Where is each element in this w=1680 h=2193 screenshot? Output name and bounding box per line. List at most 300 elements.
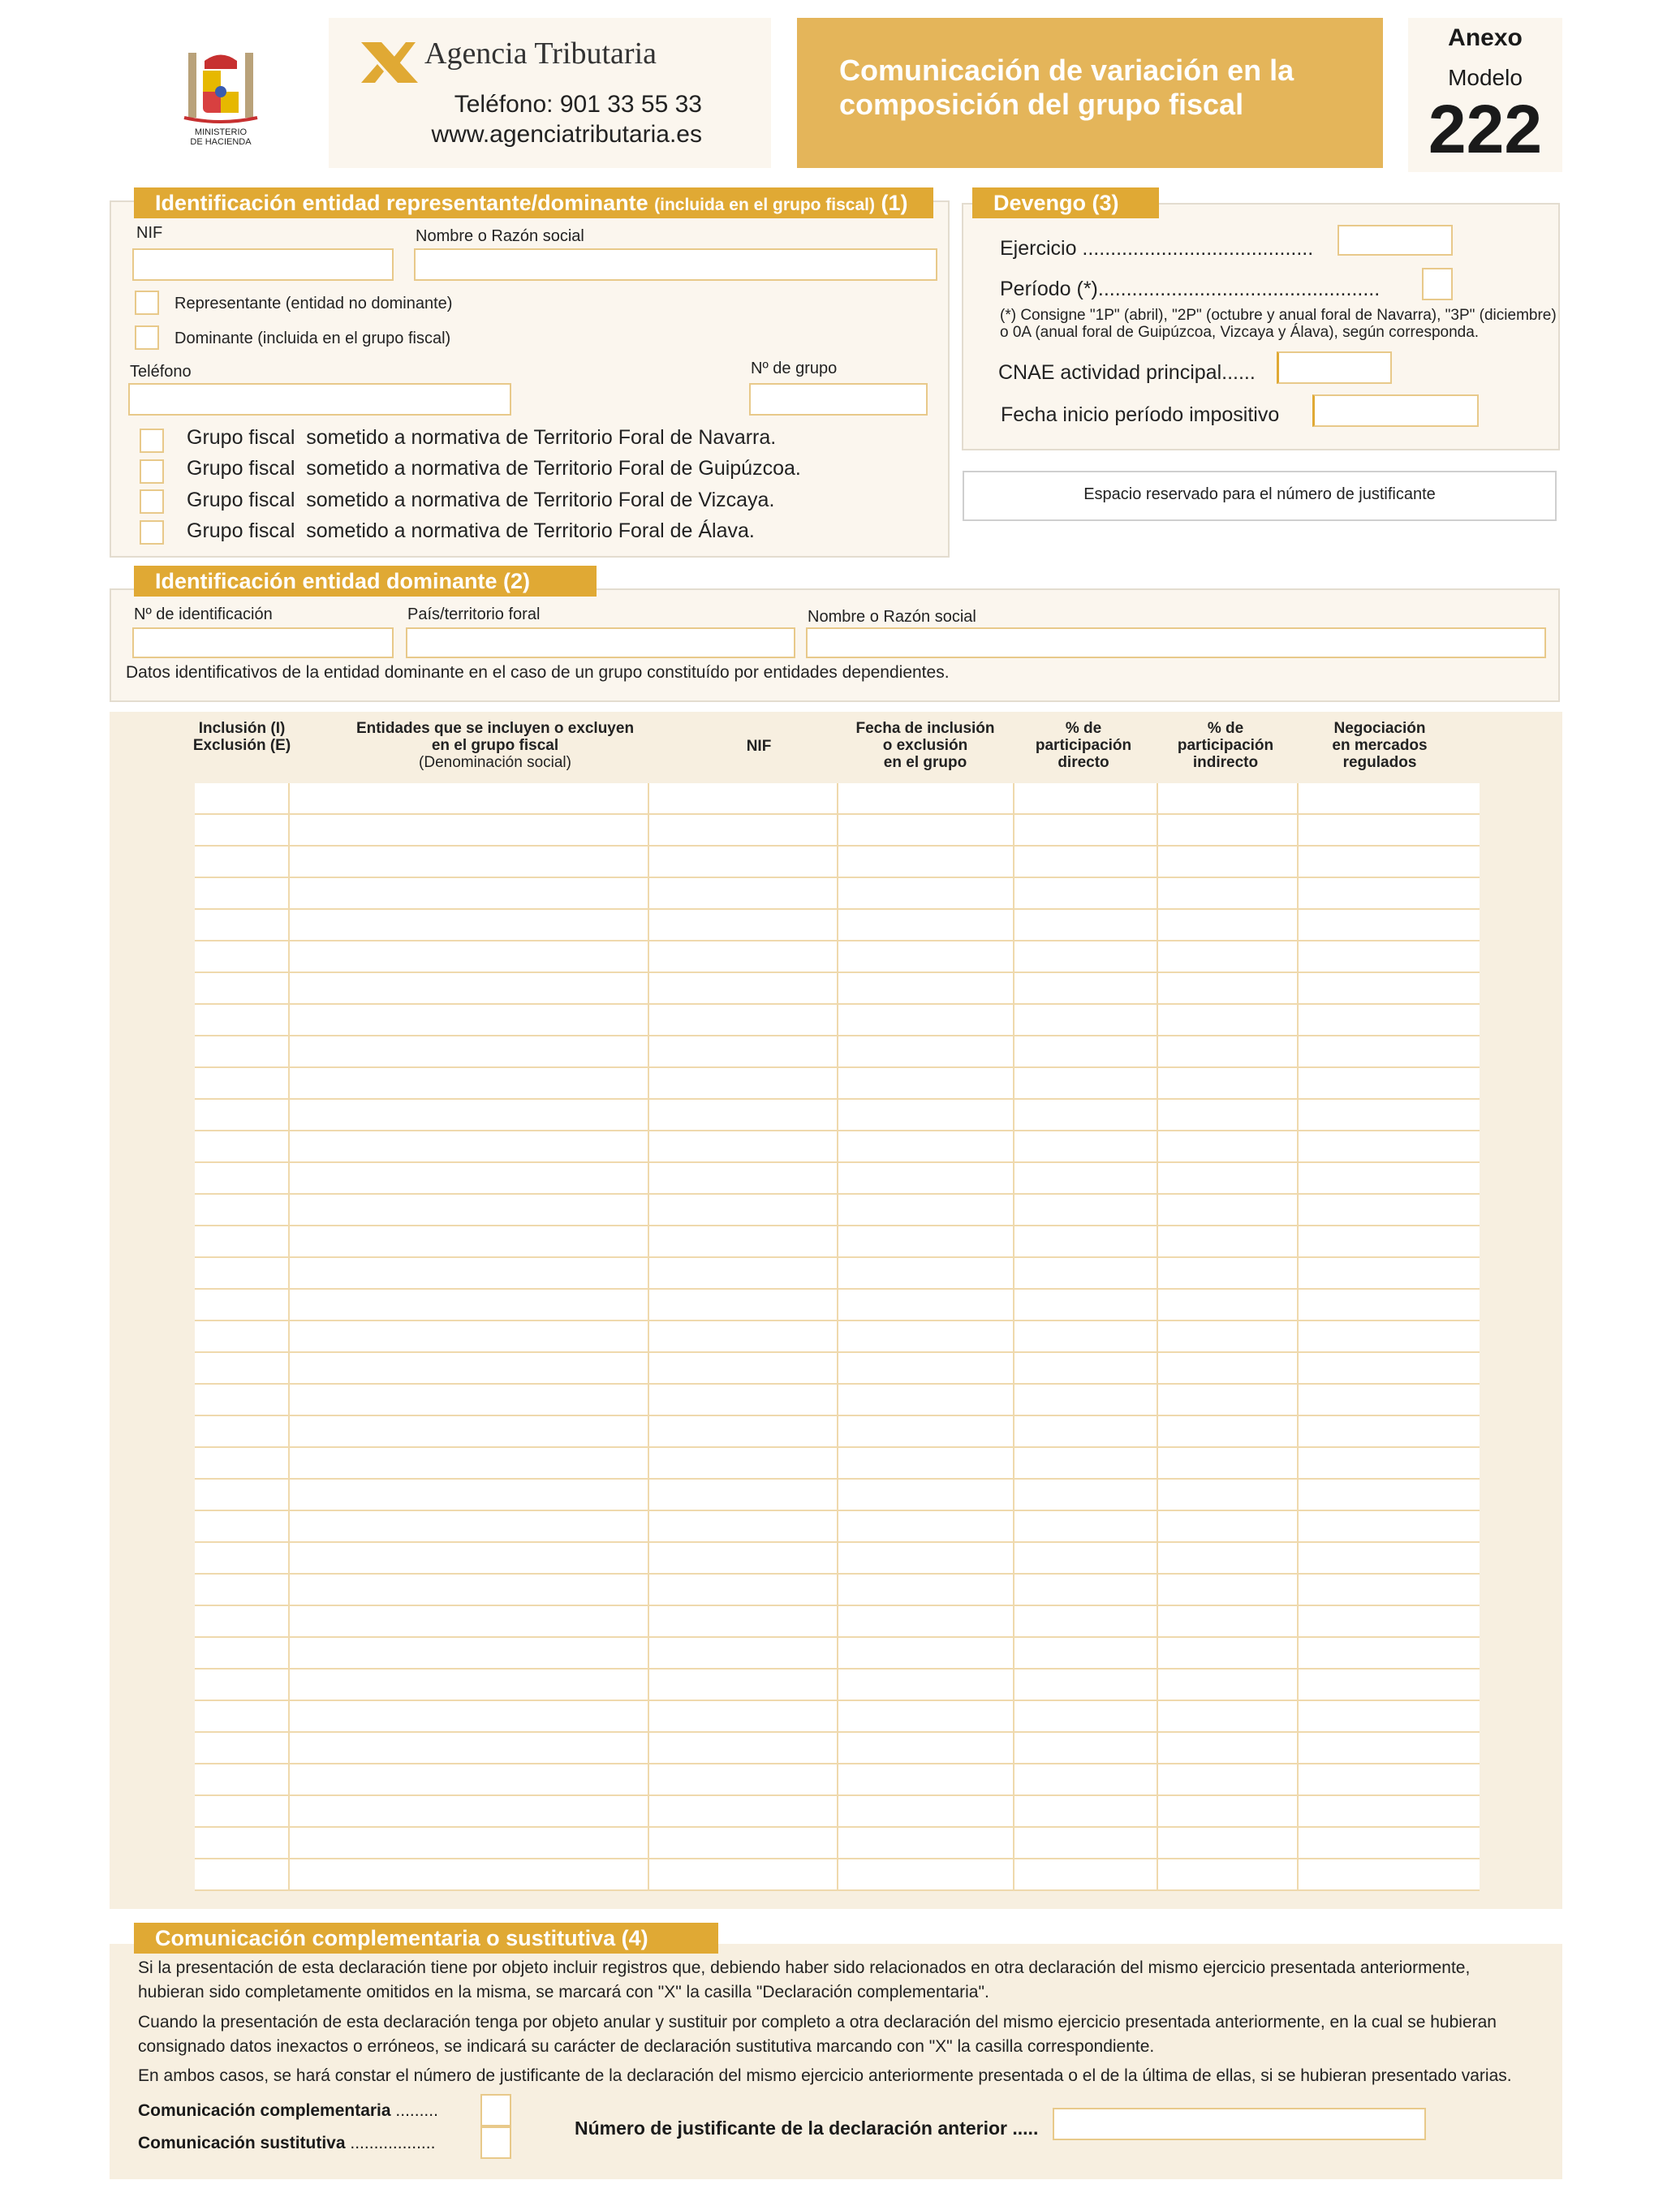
cell-entidad[interactable] (288, 1701, 648, 1733)
cell-entidad[interactable] (288, 973, 648, 1005)
agency-phone: Teléfono: 901 33 55 33 (454, 91, 702, 118)
cell-entidad[interactable] (288, 1670, 648, 1701)
cell-fecha[interactable] (837, 847, 1013, 878)
cell-inclusion[interactable] (195, 1448, 288, 1480)
cell-negociacion[interactable] (1297, 1638, 1480, 1670)
cell-entidad[interactable] (288, 1353, 648, 1385)
cell-inclusion[interactable] (195, 1131, 288, 1163)
cell-indirecto[interactable] (1157, 1796, 1297, 1828)
cell-inclusion[interactable] (195, 1796, 288, 1828)
cell-fecha[interactable] (837, 1733, 1013, 1764)
cell-directo[interactable] (1013, 1606, 1157, 1638)
cell-inclusion[interactable] (195, 1068, 288, 1100)
cell-fecha[interactable] (837, 1796, 1013, 1828)
cell-entidad[interactable] (288, 1163, 648, 1195)
cell-negociacion[interactable] (1297, 1226, 1480, 1258)
cell-entidad[interactable] (288, 1036, 648, 1068)
cell-negociacion[interactable] (1297, 815, 1480, 847)
territorio-alava-checkbox[interactable] (140, 520, 164, 545)
cell-negociacion[interactable] (1297, 1670, 1480, 1701)
cell-indirecto[interactable] (1157, 1670, 1297, 1701)
cell-indirecto[interactable] (1157, 1828, 1297, 1859)
cell-directo[interactable] (1013, 1195, 1157, 1226)
cell-negociacion[interactable] (1297, 1005, 1480, 1036)
cell-nif[interactable] (648, 1764, 837, 1796)
cell-inclusion[interactable] (195, 1353, 288, 1385)
cell-negociacion[interactable] (1297, 1480, 1480, 1511)
cell-inclusion[interactable] (195, 1005, 288, 1036)
cell-entidad[interactable] (288, 910, 648, 941)
cell-fecha[interactable] (837, 1005, 1013, 1036)
cell-inclusion[interactable] (195, 1036, 288, 1068)
cell-indirecto[interactable] (1157, 1733, 1297, 1764)
cell-inclusion[interactable] (195, 1733, 288, 1764)
cell-inclusion[interactable] (195, 1828, 288, 1859)
cell-fecha[interactable] (837, 1511, 1013, 1543)
cell-entidad[interactable] (288, 1195, 648, 1226)
cell-inclusion[interactable] (195, 1575, 288, 1606)
cell-negociacion[interactable] (1297, 1828, 1480, 1859)
cell-fecha[interactable] (837, 1226, 1013, 1258)
territorio-vizcaya-label: Grupo fiscal sometido a normativa de Territorio Foral de Vizcaya. (187, 489, 775, 511)
cell-entidad[interactable] (288, 941, 648, 973)
cell-entidad[interactable] (288, 815, 648, 847)
cell-nif[interactable] (648, 1511, 837, 1543)
cell-nif[interactable] (648, 847, 837, 878)
cell-nif[interactable] (648, 1163, 837, 1195)
cell-negociacion[interactable] (1297, 847, 1480, 878)
cell-nif[interactable] (648, 1606, 837, 1638)
cell-inclusion[interactable] (195, 1385, 288, 1416)
cell-directo[interactable] (1013, 1670, 1157, 1701)
cell-negociacion[interactable] (1297, 973, 1480, 1005)
cell-negociacion[interactable] (1297, 1448, 1480, 1480)
cell-inclusion[interactable] (195, 973, 288, 1005)
cell-directo[interactable] (1013, 1701, 1157, 1733)
cell-entidad[interactable] (288, 1416, 648, 1448)
cell-inclusion[interactable] (195, 1100, 288, 1131)
cell-indirecto[interactable] (1157, 1511, 1297, 1543)
grupo-label: Nº de grupo (751, 360, 838, 377)
cell-fecha[interactable] (837, 910, 1013, 941)
cell-negociacion[interactable] (1297, 1290, 1480, 1321)
cell-inclusion[interactable] (195, 1480, 288, 1511)
cell-entidad[interactable] (288, 1480, 648, 1511)
cnae-field[interactable] (1277, 351, 1392, 384)
telefono-field[interactable] (128, 383, 511, 416)
cell-nif[interactable] (648, 1796, 837, 1828)
cell-indirecto[interactable] (1157, 1701, 1297, 1733)
cell-directo[interactable] (1013, 1385, 1157, 1416)
periodo-field[interactable] (1422, 268, 1453, 300)
territorio-guipuzcoa-label: Grupo fiscal sometido a normativa de Territorio Foral de Guipúzcoa. (187, 457, 801, 480)
cell-nif[interactable] (648, 1068, 837, 1100)
cell-inclusion[interactable] (195, 1511, 288, 1543)
cell-indirecto[interactable] (1157, 1353, 1297, 1385)
cell-fecha[interactable] (837, 1163, 1013, 1195)
justificante-anterior-label: Número de justificante de la declaración anterior ..... (575, 2118, 1039, 2139)
representante-checkbox[interactable] (135, 291, 159, 315)
cell-entidad[interactable] (288, 1068, 648, 1100)
cell-entidad[interactable] (288, 878, 648, 910)
cell-fecha[interactable] (837, 1575, 1013, 1606)
cell-negociacion[interactable] (1297, 910, 1480, 941)
table-row (195, 1131, 1480, 1163)
cell-directo[interactable] (1013, 1321, 1157, 1353)
complementaria-checkbox[interactable] (480, 2094, 511, 2126)
cell-indirecto[interactable] (1157, 1638, 1297, 1670)
table-row (195, 1068, 1480, 1100)
cell-fecha[interactable] (837, 1416, 1013, 1448)
cell-negociacion[interactable] (1297, 1353, 1480, 1385)
cell-negociacion[interactable] (1297, 1575, 1480, 1606)
justificante-box (963, 471, 1557, 521)
cell-entidad[interactable] (288, 1543, 648, 1575)
cell-negociacion[interactable] (1297, 1701, 1480, 1733)
cell-fecha[interactable] (837, 783, 1013, 815)
cell-nif[interactable] (648, 1321, 837, 1353)
cell-negociacion[interactable] (1297, 1543, 1480, 1575)
cell-fecha[interactable] (837, 815, 1013, 847)
cell-inclusion[interactable] (195, 1638, 288, 1670)
cell-directo[interactable] (1013, 1828, 1157, 1859)
cell-nif[interactable] (648, 973, 837, 1005)
cell-negociacion[interactable] (1297, 1606, 1480, 1638)
cell-nif[interactable] (648, 1575, 837, 1606)
cell-nif[interactable] (648, 878, 837, 910)
cell-entidad[interactable] (288, 1005, 648, 1036)
cell-directo[interactable] (1013, 1638, 1157, 1670)
cell-indirecto[interactable] (1157, 1005, 1297, 1036)
cell-indirecto[interactable] (1157, 1163, 1297, 1195)
nif-label: NIF (136, 224, 163, 242)
cell-entidad[interactable] (288, 1606, 648, 1638)
cell-indirecto[interactable] (1157, 1859, 1297, 1891)
table-row (195, 1100, 1480, 1131)
cell-directo[interactable] (1013, 1290, 1157, 1321)
cell-directo[interactable] (1013, 1226, 1157, 1258)
cell-inclusion[interactable] (195, 1543, 288, 1575)
cell-negociacion[interactable] (1297, 1258, 1480, 1290)
cell-entidad[interactable] (288, 1796, 648, 1828)
cell-negociacion[interactable] (1297, 1511, 1480, 1543)
cell-indirecto[interactable] (1157, 1321, 1297, 1353)
dominante-name-field[interactable] (806, 627, 1546, 658)
cell-negociacion[interactable] (1297, 1131, 1480, 1163)
cell-directo[interactable] (1013, 1796, 1157, 1828)
cell-indirecto[interactable] (1157, 1385, 1297, 1416)
cell-indirecto[interactable] (1157, 1258, 1297, 1290)
cell-directo[interactable] (1013, 1575, 1157, 1606)
cell-fecha[interactable] (837, 1701, 1013, 1733)
dominante-checkbox[interactable] (135, 325, 159, 350)
cell-indirecto[interactable] (1157, 1764, 1297, 1796)
cell-inclusion[interactable] (195, 941, 288, 973)
cell-negociacion[interactable] (1297, 1036, 1480, 1068)
fecha-inicio-field[interactable] (1312, 394, 1479, 427)
cell-inclusion[interactable] (195, 783, 288, 815)
cell-nif[interactable] (648, 1448, 837, 1480)
cell-entidad[interactable] (288, 1638, 648, 1670)
cell-fecha[interactable] (837, 1131, 1013, 1163)
cell-inclusion[interactable] (195, 1859, 288, 1891)
cell-nif[interactable] (648, 1828, 837, 1859)
cell-entidad[interactable] (288, 1859, 648, 1891)
justificante-anterior-field[interactable] (1053, 2108, 1426, 2140)
cell-entidad[interactable] (288, 1258, 648, 1290)
cell-indirecto[interactable] (1157, 1131, 1297, 1163)
cell-fecha[interactable] (837, 1068, 1013, 1100)
cell-directo[interactable] (1013, 1859, 1157, 1891)
cell-negociacion[interactable] (1297, 1163, 1480, 1195)
sustitutiva-checkbox[interactable] (480, 2126, 511, 2159)
grupo-field[interactable] (749, 383, 928, 416)
modelo-number: 222 (1428, 91, 1543, 167)
cell-directo[interactable] (1013, 1131, 1157, 1163)
cell-directo[interactable] (1013, 973, 1157, 1005)
ejercicio-field[interactable] (1338, 225, 1453, 256)
cell-nif[interactable] (648, 1195, 837, 1226)
cell-entidad[interactable] (288, 783, 648, 815)
cell-entidad[interactable] (288, 1575, 648, 1606)
cell-directo[interactable] (1013, 1733, 1157, 1764)
periodo-label: Período (*).................................................. (1000, 278, 1381, 300)
cell-negociacion[interactable] (1297, 1733, 1480, 1764)
cell-entidad[interactable] (288, 1385, 648, 1416)
cell-fecha[interactable] (837, 1480, 1013, 1511)
cell-fecha[interactable] (837, 941, 1013, 973)
cell-entidad[interactable] (288, 1321, 648, 1353)
cell-entidad[interactable] (288, 1733, 648, 1764)
cell-indirecto[interactable] (1157, 1416, 1297, 1448)
cell-indirecto[interactable] (1157, 1480, 1297, 1511)
cell-indirecto[interactable] (1157, 1195, 1297, 1226)
cell-entidad[interactable] (288, 1226, 648, 1258)
cell-inclusion[interactable] (195, 1226, 288, 1258)
cell-nif[interactable] (648, 1543, 837, 1575)
cell-directo[interactable] (1013, 1163, 1157, 1195)
territorio-navarra-checkbox[interactable] (140, 429, 164, 453)
cell-inclusion[interactable] (195, 1258, 288, 1290)
cell-inclusion[interactable] (195, 1416, 288, 1448)
section2-note: Datos identificativos de la entidad dominante en el caso de un grupo constituído por entidades dependientes. (126, 663, 950, 682)
cell-directo[interactable] (1013, 1448, 1157, 1480)
cell-fecha[interactable] (837, 1258, 1013, 1290)
dominante-name-label: Nombre o Razón social (808, 608, 976, 626)
cell-entidad[interactable] (288, 1511, 648, 1543)
cell-inclusion[interactable] (195, 1701, 288, 1733)
cell-directo[interactable] (1013, 815, 1157, 847)
table-row (195, 1859, 1480, 1891)
cell-inclusion[interactable] (195, 878, 288, 910)
cell-nif[interactable] (648, 1005, 837, 1036)
cnae-label: CNAE actividad principal...... (998, 361, 1256, 384)
table-row (195, 1258, 1480, 1290)
cell-directo[interactable] (1013, 1258, 1157, 1290)
cell-inclusion[interactable] (195, 1606, 288, 1638)
cell-negociacion[interactable] (1297, 878, 1480, 910)
modelo-label: Modelo (1448, 65, 1523, 90)
cell-fecha[interactable] (837, 1543, 1013, 1575)
cell-indirecto[interactable] (1157, 815, 1297, 847)
nif-field[interactable] (132, 248, 394, 281)
territorio-guipuzcoa-checkbox[interactable] (140, 459, 164, 484)
table-row (195, 1828, 1480, 1859)
cell-indirecto[interactable] (1157, 941, 1297, 973)
cell-fecha[interactable] (837, 1828, 1013, 1859)
cell-nif[interactable] (648, 1701, 837, 1733)
cell-directo[interactable] (1013, 1543, 1157, 1575)
col-header-inclusion: Inclusión (I) Exclusión (E) (192, 720, 291, 754)
cell-directo[interactable] (1013, 1480, 1157, 1511)
cell-directo[interactable] (1013, 1036, 1157, 1068)
name-field[interactable] (414, 248, 937, 281)
cell-inclusion[interactable] (195, 1764, 288, 1796)
cell-directo[interactable] (1013, 941, 1157, 973)
cell-inclusion[interactable] (195, 1321, 288, 1353)
cell-nif[interactable] (648, 1416, 837, 1448)
cell-indirecto[interactable] (1157, 1100, 1297, 1131)
cell-nif[interactable] (648, 1131, 837, 1163)
cell-negociacion[interactable] (1297, 941, 1480, 973)
table-row (195, 847, 1480, 878)
cell-directo[interactable] (1013, 783, 1157, 815)
cell-negociacion[interactable] (1297, 1068, 1480, 1100)
cell-directo[interactable] (1013, 910, 1157, 941)
cell-fecha[interactable] (837, 1638, 1013, 1670)
cell-nif[interactable] (648, 1258, 837, 1290)
modelo-box (1408, 18, 1562, 172)
cell-indirecto[interactable] (1157, 1448, 1297, 1480)
complementaria-label: Comunicación complementaria ......... (138, 2101, 438, 2120)
table-row (195, 1575, 1480, 1606)
cell-entidad[interactable] (288, 1290, 648, 1321)
agency-name: Agencia Tributaria (424, 37, 657, 71)
coat-of-arms (172, 45, 269, 147)
table-row (195, 1226, 1480, 1258)
section4-paragraph-2: Cuando la presentación de esta declaración tenga por objeto anular y sustituir por completo a otra declaración del mismo ejercicio presentada anteriormente, en la cual se hubieran consignado datos inexactos o erróneos, se indicará su carácter de declaración sustitutiva marcando con "X" la casilla correspondiente. (138, 2013, 1497, 2056)
cell-nif[interactable] (648, 1290, 837, 1321)
cell-negociacion[interactable] (1297, 1416, 1480, 1448)
cell-negociacion[interactable] (1297, 783, 1480, 815)
cell-indirecto[interactable] (1157, 1036, 1297, 1068)
cell-nif[interactable] (648, 815, 837, 847)
cell-indirecto[interactable] (1157, 973, 1297, 1005)
cell-fecha[interactable] (837, 1290, 1013, 1321)
cell-negociacion[interactable] (1297, 1195, 1480, 1226)
table-row (195, 1353, 1480, 1385)
pais-field[interactable] (406, 627, 795, 658)
cell-indirecto[interactable] (1157, 910, 1297, 941)
cell-nif[interactable] (648, 1733, 837, 1764)
cell-fecha[interactable] (837, 973, 1013, 1005)
cell-fecha[interactable] (837, 1353, 1013, 1385)
cell-negociacion[interactable] (1297, 1321, 1480, 1353)
cell-indirecto[interactable] (1157, 1606, 1297, 1638)
cell-entidad[interactable] (288, 1100, 648, 1131)
cell-indirecto[interactable] (1157, 1290, 1297, 1321)
cell-directo[interactable] (1013, 1005, 1157, 1036)
cell-inclusion[interactable] (195, 1163, 288, 1195)
cell-fecha[interactable] (837, 1670, 1013, 1701)
table-row (195, 1195, 1480, 1226)
cell-directo[interactable] (1013, 847, 1157, 878)
cell-nif[interactable] (648, 1638, 837, 1670)
cell-inclusion[interactable] (195, 1195, 288, 1226)
cell-inclusion[interactable] (195, 1670, 288, 1701)
cell-nif[interactable] (648, 1353, 837, 1385)
cell-nif[interactable] (648, 783, 837, 815)
cell-directo[interactable] (1013, 1416, 1157, 1448)
cell-fecha[interactable] (837, 1321, 1013, 1353)
cell-nif[interactable] (648, 910, 837, 941)
cell-nif[interactable] (648, 1036, 837, 1068)
cell-nif[interactable] (648, 1100, 837, 1131)
cell-directo[interactable] (1013, 1068, 1157, 1100)
cell-negociacion[interactable] (1297, 1385, 1480, 1416)
cell-negociacion[interactable] (1297, 1859, 1480, 1891)
cell-directo[interactable] (1013, 1511, 1157, 1543)
cell-inclusion[interactable] (195, 1290, 288, 1321)
cell-entidad[interactable] (288, 847, 648, 878)
cell-inclusion[interactable] (195, 815, 288, 847)
cell-directo[interactable] (1013, 1100, 1157, 1131)
cell-entidad[interactable] (288, 1764, 648, 1796)
cell-nif[interactable] (648, 1226, 837, 1258)
cell-nif[interactable] (648, 941, 837, 973)
cell-fecha[interactable] (837, 1606, 1013, 1638)
col-header-indirecto: % de participación indirecto (1177, 720, 1274, 771)
cell-indirecto[interactable] (1157, 1226, 1297, 1258)
cell-indirecto[interactable] (1157, 783, 1297, 815)
id-field[interactable] (132, 627, 394, 658)
cell-negociacion[interactable] (1297, 1100, 1480, 1131)
cell-entidad[interactable] (288, 1448, 648, 1480)
cell-directo[interactable] (1013, 1764, 1157, 1796)
cell-indirecto[interactable] (1157, 1068, 1297, 1100)
cell-fecha[interactable] (837, 1385, 1013, 1416)
cell-indirecto[interactable] (1157, 1543, 1297, 1575)
territorio-vizcaya-checkbox[interactable] (140, 489, 164, 514)
cell-inclusion[interactable] (195, 910, 288, 941)
cell-fecha[interactable] (837, 1195, 1013, 1226)
cell-indirecto[interactable] (1157, 878, 1297, 910)
cell-entidad[interactable] (288, 1828, 648, 1859)
cell-entidad[interactable] (288, 1131, 648, 1163)
cell-directo[interactable] (1013, 878, 1157, 910)
cell-inclusion[interactable] (195, 847, 288, 878)
cell-fecha[interactable] (837, 878, 1013, 910)
cell-fecha[interactable] (837, 1036, 1013, 1068)
cell-fecha[interactable] (837, 1448, 1013, 1480)
section1-title: Identificación entidad representante/dominante (incluida en el grupo fiscal) (1) (134, 187, 933, 218)
agency-logo-icon (357, 38, 422, 87)
cell-negociacion[interactable] (1297, 1764, 1480, 1796)
cell-nif[interactable] (648, 1385, 837, 1416)
cell-fecha[interactable] (837, 1100, 1013, 1131)
cell-fecha[interactable] (837, 1764, 1013, 1796)
cell-nif[interactable] (648, 1670, 837, 1701)
cell-nif[interactable] (648, 1480, 837, 1511)
cell-directo[interactable] (1013, 1353, 1157, 1385)
cell-nif[interactable] (648, 1859, 837, 1891)
cell-fecha[interactable] (837, 1859, 1013, 1891)
cell-indirecto[interactable] (1157, 847, 1297, 878)
table-row (195, 1764, 1480, 1796)
cell-indirecto[interactable] (1157, 1575, 1297, 1606)
cell-negociacion[interactable] (1297, 1796, 1480, 1828)
justificante-label: Espacio reservado para el número de justificante (1083, 485, 1436, 503)
